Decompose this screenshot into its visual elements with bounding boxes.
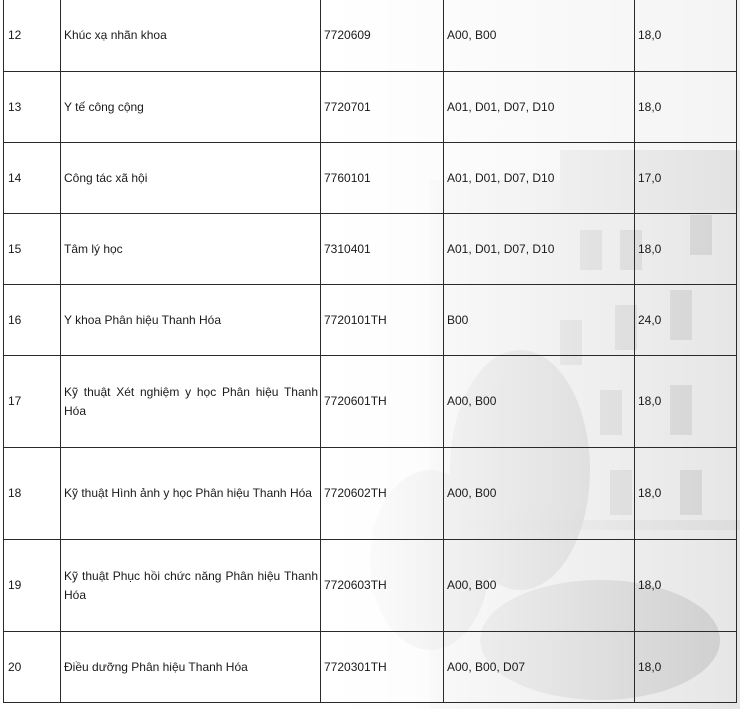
major-code: 7720603TH — [321, 540, 444, 632]
major-name: Công tác xã hội — [61, 143, 321, 214]
row-number: 13 — [4, 72, 61, 143]
subject-combinations: A00, B00, D07 — [444, 632, 635, 703]
major-name: Y tế công cộng — [61, 72, 321, 143]
cutoff-score: 18,0 — [635, 356, 737, 448]
major-code: 7720609 — [321, 0, 444, 72]
major-code: 7720101TH — [321, 285, 444, 356]
table-row — [4, 143, 737, 214]
table-row — [4, 448, 737, 540]
cutoff-score: 17,0 — [635, 143, 737, 214]
row-number: 17 — [4, 356, 61, 448]
cutoff-score: 18,0 — [635, 0, 737, 72]
subject-combinations: A00, B00 — [444, 448, 635, 540]
table-row — [4, 632, 737, 703]
major-name: Kỹ thuật Phục hồi chức năng Phân hiệu Thanh Hóa — [61, 540, 321, 632]
row-number: 14 — [4, 143, 61, 214]
table-row — [4, 356, 737, 448]
subject-combinations: B00 — [444, 285, 635, 356]
subject-combinations: A01, D01, D07, D10 — [444, 143, 635, 214]
admissions-score-table — [3, 0, 737, 703]
table-row — [4, 0, 737, 72]
major-name: Tâm lý học — [61, 214, 321, 285]
major-code: 7310401 — [321, 214, 444, 285]
subject-combinations: A01, D01, D07, D10 — [444, 214, 635, 285]
table-row — [4, 72, 737, 143]
cutoff-score: 18,0 — [635, 540, 737, 632]
major-code: 7720701 — [321, 72, 444, 143]
row-number: 15 — [4, 214, 61, 285]
table-row — [4, 214, 737, 285]
row-number: 19 — [4, 540, 61, 632]
cutoff-score: 18,0 — [635, 214, 737, 285]
table-row — [4, 285, 737, 356]
major-code: 7720601TH — [321, 356, 444, 448]
major-name: Kỹ thuật Hình ảnh y học Phân hiệu Thanh Hóa — [61, 448, 321, 540]
cutoff-score: 24,0 — [635, 285, 737, 356]
major-name: Y khoa Phân hiệu Thanh Hóa — [61, 285, 321, 356]
major-name: Kỹ thuật Xét nghiệm y học Phân hiệu Thanh Hóa — [61, 356, 321, 448]
cutoff-score: 18,0 — [635, 72, 737, 143]
subject-combinations: A00, B00 — [444, 540, 635, 632]
cutoff-score: 18,0 — [635, 448, 737, 540]
row-number: 12 — [4, 0, 61, 72]
major-name: Điều dưỡng Phân hiệu Thanh Hóa — [61, 632, 321, 703]
cutoff-score: 18,0 — [635, 632, 737, 703]
major-name: Khúc xạ nhãn khoa — [61, 0, 321, 72]
subject-combinations: A01, D01, D07, D10 — [444, 72, 635, 143]
table-row — [4, 540, 737, 632]
major-code: 7720602TH — [321, 448, 444, 540]
major-code: 7720301TH — [321, 632, 444, 703]
subject-combinations: A00, B00 — [444, 0, 635, 72]
row-number: 20 — [4, 632, 61, 703]
row-number: 18 — [4, 448, 61, 540]
row-number: 16 — [4, 285, 61, 356]
major-code: 7760101 — [321, 143, 444, 214]
subject-combinations: A00, B00 — [444, 356, 635, 448]
